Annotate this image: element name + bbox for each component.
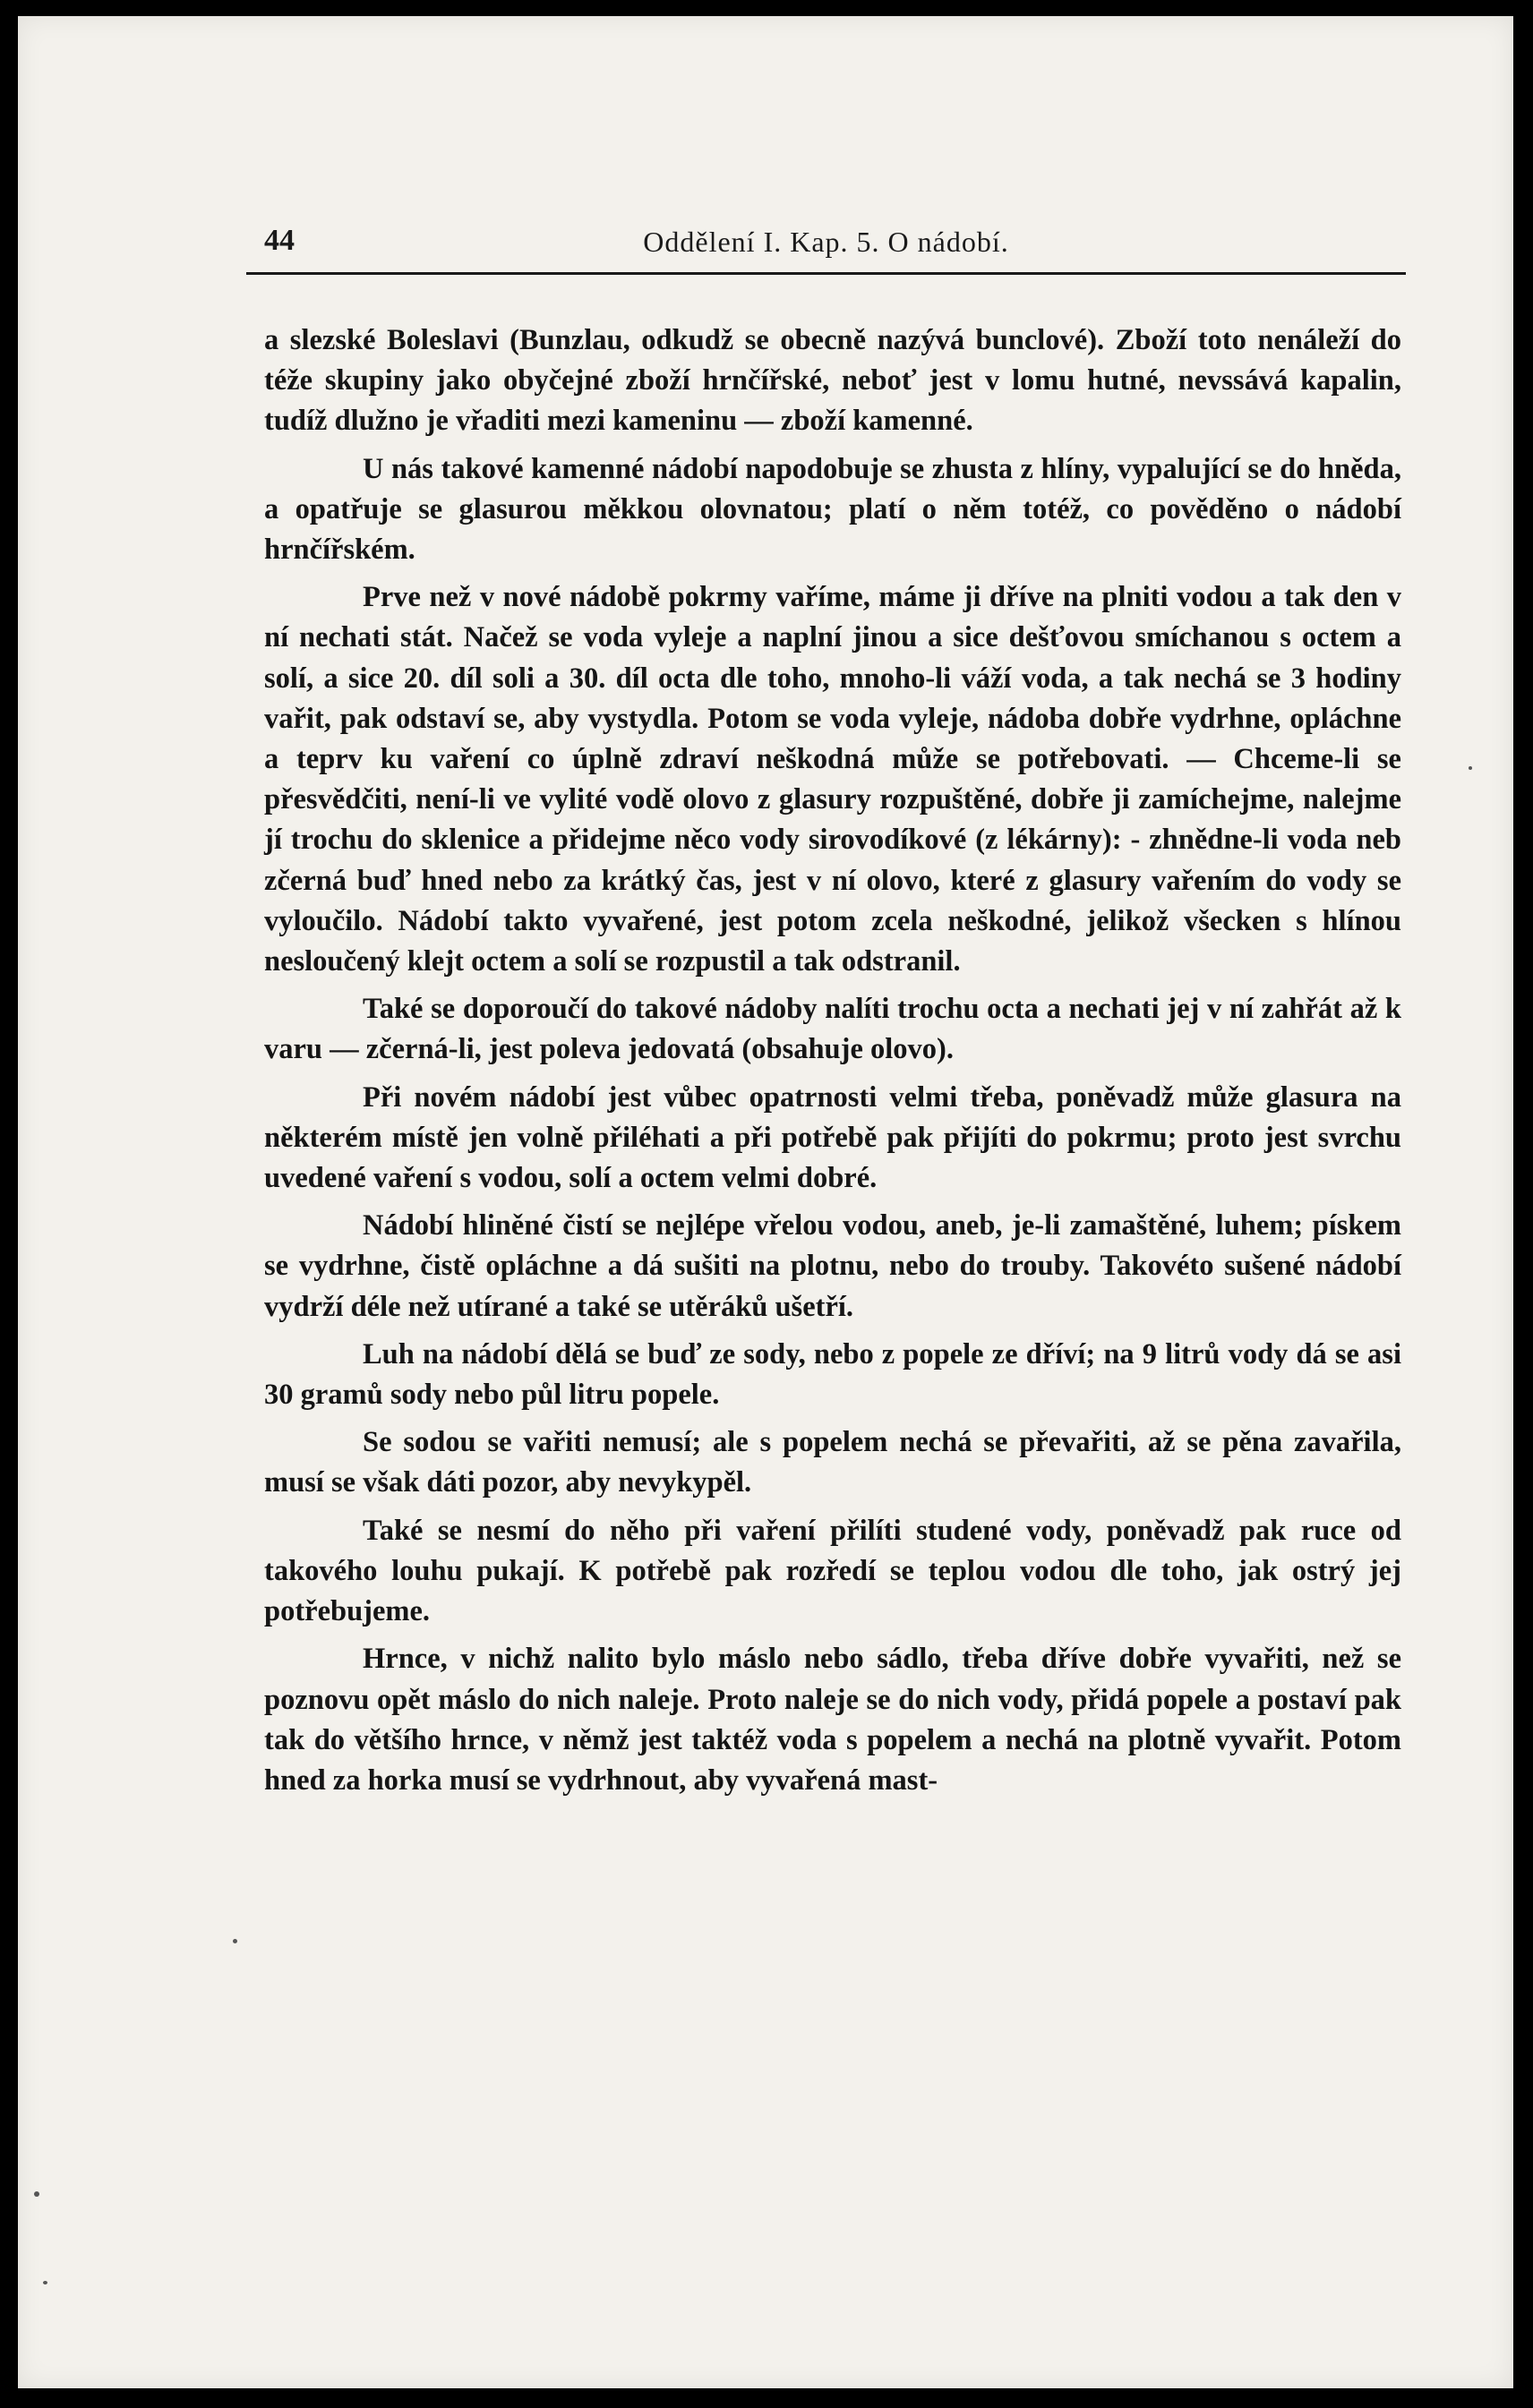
paragraph-3: Prve než v nové nádobě pokrmy vaříme, máme ji dříve na plniti vodou a tak den v ní nechati stát. Načež se voda vyleje a naplní jinou a sice dešťovou smíchanou s octem a solí, a sice 20. díl soli a 30. díl octa dle toho, mnoho-li váží voda, a tak nechá se 3 hodiny vařit, pak odstaví se, aby vystydla. Potom se voda vyleje, nádoba dobře vydrhne, opláchne a teprv ku vaření co úplně zdraví neškodná může se potřebovati. — Chceme-li se přesvědčiti, není-li ve vylité vodě olovo z glasury rozpuštěné, dobře ji zamíchejme, nalejme jí trochu do sklenice a přidejme něco vody sirovodíkové (z lékárny): - zhnědne-li voda neb zčerná buď hned nebo za krátký čas, jest v ní olovo, které z glasury vařením do vody se vyloučilo. Nádobí takto vyvařené, jest potom zcela neškodné, jelikož všecken s hlínou nesloučený klejt octem a solí se rozpustil a tak odstranil. bbox=[264, 581, 1401, 978]
scan-speck bbox=[43, 2281, 47, 2284]
paragraph-10: Hrnce, v nichž nalito bylo máslo nebo sádlo, třeba dříve dobře vyvařiti, než se poznovu opět máslo do nich naleje. Proto naleje se do nich vody, přidá popele a postaví pak tak do většího hrnce, v němž jest taktéž voda s popelem a nechá na plotně vyvařit. Potom hned za horka musí se vydrhnout, aby vyvařená mast- bbox=[264, 1643, 1401, 1797]
paragraph-7: Luh na nádobí dělá se buď ze sody, nebo z popele ze dříví; na 9 litrů vody dá se asi 30 gramů sody nebo půl litru popele. bbox=[264, 1337, 1401, 1412]
scan-speck bbox=[233, 1939, 237, 1943]
paragraph-8: Se sodou se vařiti nemusí; ale s popelem nechá se převařiti, až se pěna zavařila, musí se však dáti pozor, aby nevykypěl. bbox=[264, 1426, 1401, 1499]
scan-speck bbox=[34, 2191, 39, 2197]
scan-speck bbox=[1469, 766, 1472, 770]
running-head: Oddělení I. Kap. 5. O nádobí. bbox=[643, 226, 1009, 258]
body-text bbox=[264, 320, 1401, 1801]
paragraph-5: Při novém nádobí jest vůbec opatrnosti velmi třeba, poněvadž může glasura na některém místě jen volně přiléhati a při potřebě pak přijíti do pokrmu; proto jest svrchu uvedené vaření s vodou, solí a octem velmi dobré. bbox=[264, 1080, 1401, 1195]
paragraph-1: a slezské Boleslavi (Bunzlau, odkudž se obecně nazývá bunclové). Zboží toto nenáleží do téže skupiny jako obyčejné zboží hrnčířské, neboť jest v lomu hutné, nevssává kapalin, tudíž dlužno je vřaditi mezi kameninu — zboží kamenné. bbox=[264, 324, 1401, 438]
paragraph-2: U nás takové kamenné nádobí napodobuje se zhusta z hlíny, vypalující se do hněda, a opatřuje se glasurou měkkou olovnatou; platí o něm totéž, co pověděno o nádobí hrnčířském. bbox=[264, 452, 1401, 567]
book-page bbox=[18, 16, 1513, 2388]
paragraph-9: Také se nesmí do něho při vaření přilíti studené vody, poněvadž pak ruce od takového louhu pukají. K potřebě pak rozředí se teplou vodou dle toho, jak ostrý jej potřebujeme. bbox=[264, 1514, 1401, 1628]
page-number: 44 bbox=[264, 224, 295, 257]
paragraph-6: Nádobí hliněné čistí se nejlépe vřelou vodou, aneb, je-li zamaštěné, luhem; pískem se vydrhne, čistě opláchne a dá sušiti na plotnu, nebo do trouby. Takovéto sušené nádobí vydrží déle než utírané a také se utěráků ušetří. bbox=[264, 1209, 1401, 1323]
page-header bbox=[246, 218, 1406, 275]
paragraph-4: Také se doporoučí do takové nádoby nalíti trochu octa a nechati jej v ní zahřát až k varu — zčerná-li, jest poleva jedovatá (obsahuje olovo). bbox=[264, 993, 1401, 1066]
